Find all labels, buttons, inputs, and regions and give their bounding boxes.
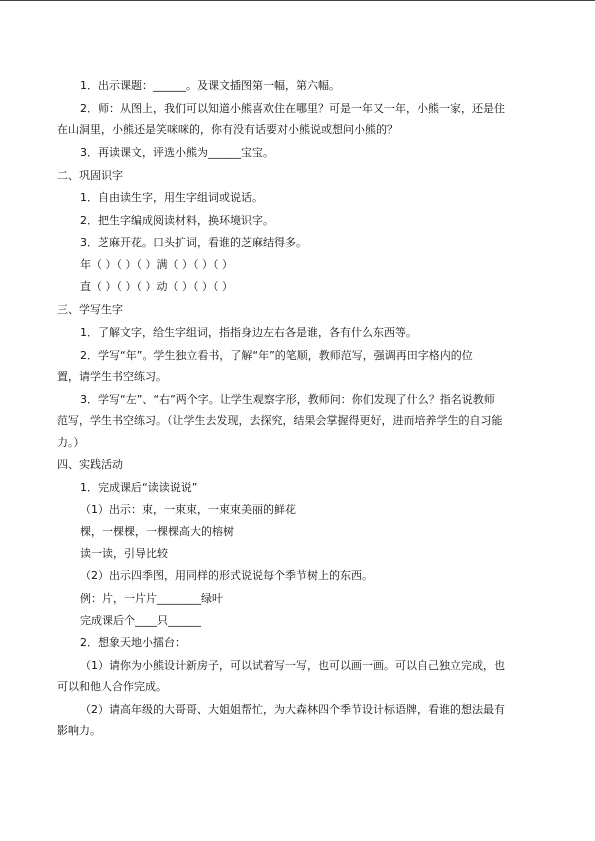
text-line: 3．学写“左”、“右”两个字。让学生观察字形，教师问：你们发现了什么？指名说教师 xyxy=(80,393,495,406)
text-line: 在山洞里，小熊还是笑咪咪的，你有没有话要对小熊说或想问小熊的？ xyxy=(57,123,398,136)
text-line: 3．再读课文，评选小熊为______宝宝。 xyxy=(80,146,274,159)
text-line: 棵，一棵棵，一棵棵高大的榕树 xyxy=(80,525,234,538)
text-line: 2．想象天地小擂台： xyxy=(80,636,186,649)
text-line: （2）请高年级的大哥哥、大姐姐帮忙，为大森林四个季节设计标语牌，看谁的想法最有 xyxy=(80,703,505,716)
text-line: 2．学写“年”。学生独立看书，了解“年”的笔顺，教师范写，强调再田字格内的位 xyxy=(80,349,473,362)
text-line: 力。） xyxy=(57,436,85,449)
text-line: 年（ ）（ ）（ ）满（ ）（ ）（ ） xyxy=(80,258,233,271)
text-line: 影响力。 xyxy=(57,724,101,737)
text-line: 读一读，引导比较 xyxy=(80,547,168,560)
text-line: 2．把生字编成阅读材料，换环境识字。 xyxy=(80,214,274,227)
text-line: 1．出示课题：______。及课文插图第一幅，第六幅。 xyxy=(80,79,340,92)
text-line: 1．完成课后“读读说说” xyxy=(80,481,198,494)
text-line: 范写，学生书空练习。（让学生去发现，去探究，结果会掌握得更好，进而培养学生的自习能 xyxy=(57,414,503,427)
text-line: 可以和他人合作完成。 xyxy=(57,680,167,693)
text-line: 例：片，一片片________绿叶 xyxy=(80,592,223,605)
text-line: 2．师：从图上，我们可以知道小熊喜欢住在哪里？可是一年又一年，小熊一家，还是住 xyxy=(80,102,505,115)
text-line: 1．了解文字，给生字组词，指指身边左右各是谁，各有什么东西等。 xyxy=(80,326,417,339)
section-heading: 三、学写生字 xyxy=(57,303,123,316)
text-line: 1．自由读生字，用生字组词或说话。 xyxy=(80,191,263,204)
text-line: 置，请学生书空练习。 xyxy=(57,370,167,383)
text-line: （1）请你为小熊设计新房子，可以试着写一写，也可以画一画。可以自己独立完成，也 xyxy=(80,659,505,672)
section-heading: 二、巩固识字 xyxy=(57,169,123,182)
page-top-rule xyxy=(0,0,595,1)
text-line: 完成课后个____只______ xyxy=(80,614,201,627)
text-line: （2）出示四季图，用同样的形式说说每个季节树上的东西。 xyxy=(80,569,373,582)
text-line: 3．芝麻开花。口头扩词，看谁的芝麻结得多。 xyxy=(80,236,307,249)
section-heading: 四、实践活动 xyxy=(57,458,123,471)
text-line: （1）出示：束，一束束，一束束美丽的鲜花 xyxy=(80,503,296,516)
text-line: 直（ ）（ ）（ ）动（ ）（ ）（ ） xyxy=(80,280,233,293)
